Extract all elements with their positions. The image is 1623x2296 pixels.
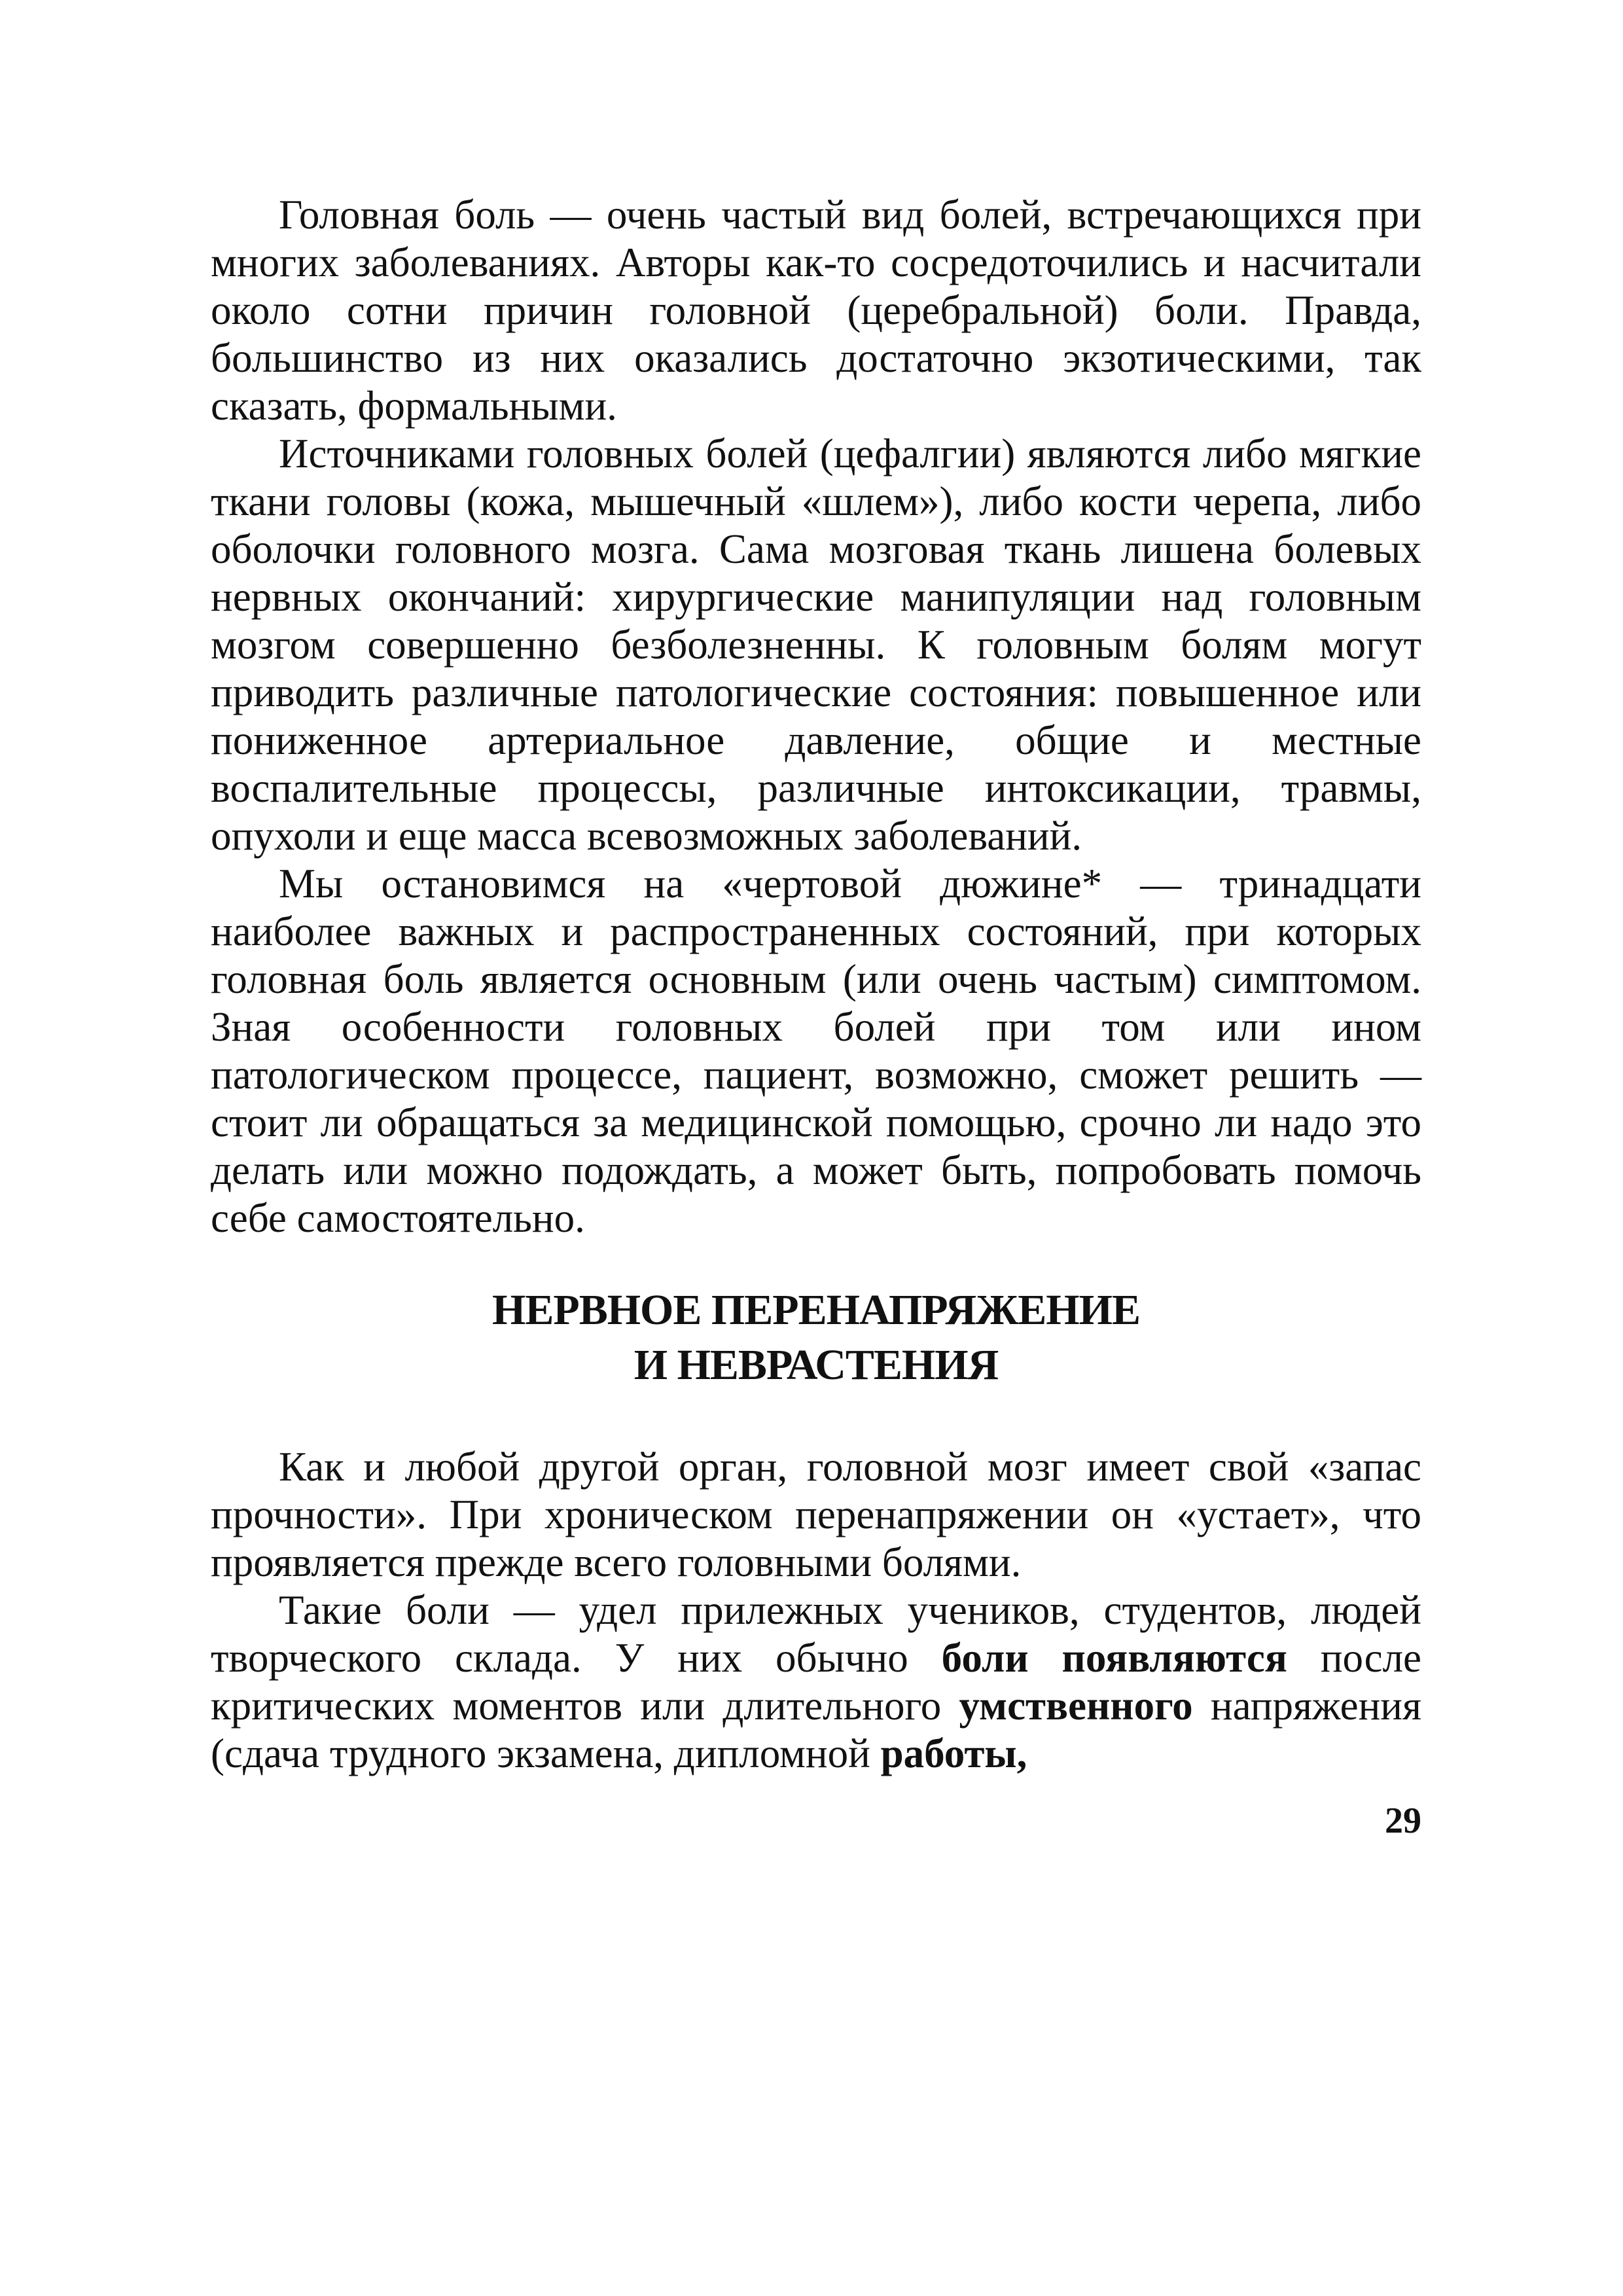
section-heading-line-1: НЕРВНОЕ ПЕРЕНАПРЯЖЕНИЕ (492, 1286, 1140, 1334)
text-run: после критических моментов или длительного (211, 1635, 1421, 1729)
section-text (211, 1443, 1421, 1778)
paragraph-who-suffers (211, 1587, 1421, 1778)
paragraph-brain-reserve: Как и любой другой орган, головной мозг имеет свой «запас прочности». При хроническом перенапряжении он «устает», что проявляется прежде всего головными болями. (211, 1444, 1421, 1585)
bold-text-mental: умственного (959, 1683, 1193, 1729)
paragraph-headache-overview: Головная боль — очень частый вид болей, встречающихся при многих заболеваниях. Авторы как-то сосредоточились и насчитали около сотни причин головной (церебральной) боли. Правда, большинство из них оказались достаточно экзотическими, так сказать, формальными. (211, 192, 1421, 429)
intro-text (211, 191, 1421, 1242)
text-run: Такие боли — удел прилежных учеников, студентов, людей творческого склада. У них обычно (211, 1587, 1421, 1681)
text-run: напряжения (сдача трудного экзамена, дипломной (211, 1683, 1421, 1776)
section-heading-line-2: И НЕВРАСТЕНИЯ (633, 1341, 999, 1389)
bold-text-pain-appears: боли появляются (941, 1635, 1287, 1681)
paragraph-headache-sources: Источниками головных болей (цефалгии) являются либо мягкие ткани головы (кожа, мышечный «шлем»), либо кости черепа, либо оболочки головного мозга. Сама мозговая ткань лишена болевых нервных окончаний: хирургические манипуляции над головным мозгом совершенно безболезненны. К головным болям могут приводить различные патологические состояния: повышенное или пониженное артериальное давление, общие и местные воспалительные процессы, различные интоксикации, травмы, опухоли и еще масса всевозможных заболеваний. (211, 431, 1421, 859)
section-heading (211, 1283, 1421, 1393)
paragraph-devils-dozen: Мы остановимся на «чертовой дюжине* — тринадцати наиболее важных и распространенных состояний, при которых головная боль является основным (или очень частым) симптомом. Зная особенности головных болей при том или ином патологическом процессе, пациент, возможно, сможет решить — стоит ли обращаться за медицинской помощью, срочно ли надо это делать или можно подождать, а может быть, попробовать помочь себе самостоятельно. (211, 861, 1421, 1241)
page-number: 29 (1385, 1801, 1421, 1841)
bold-text-work: работы, (880, 1731, 1027, 1776)
